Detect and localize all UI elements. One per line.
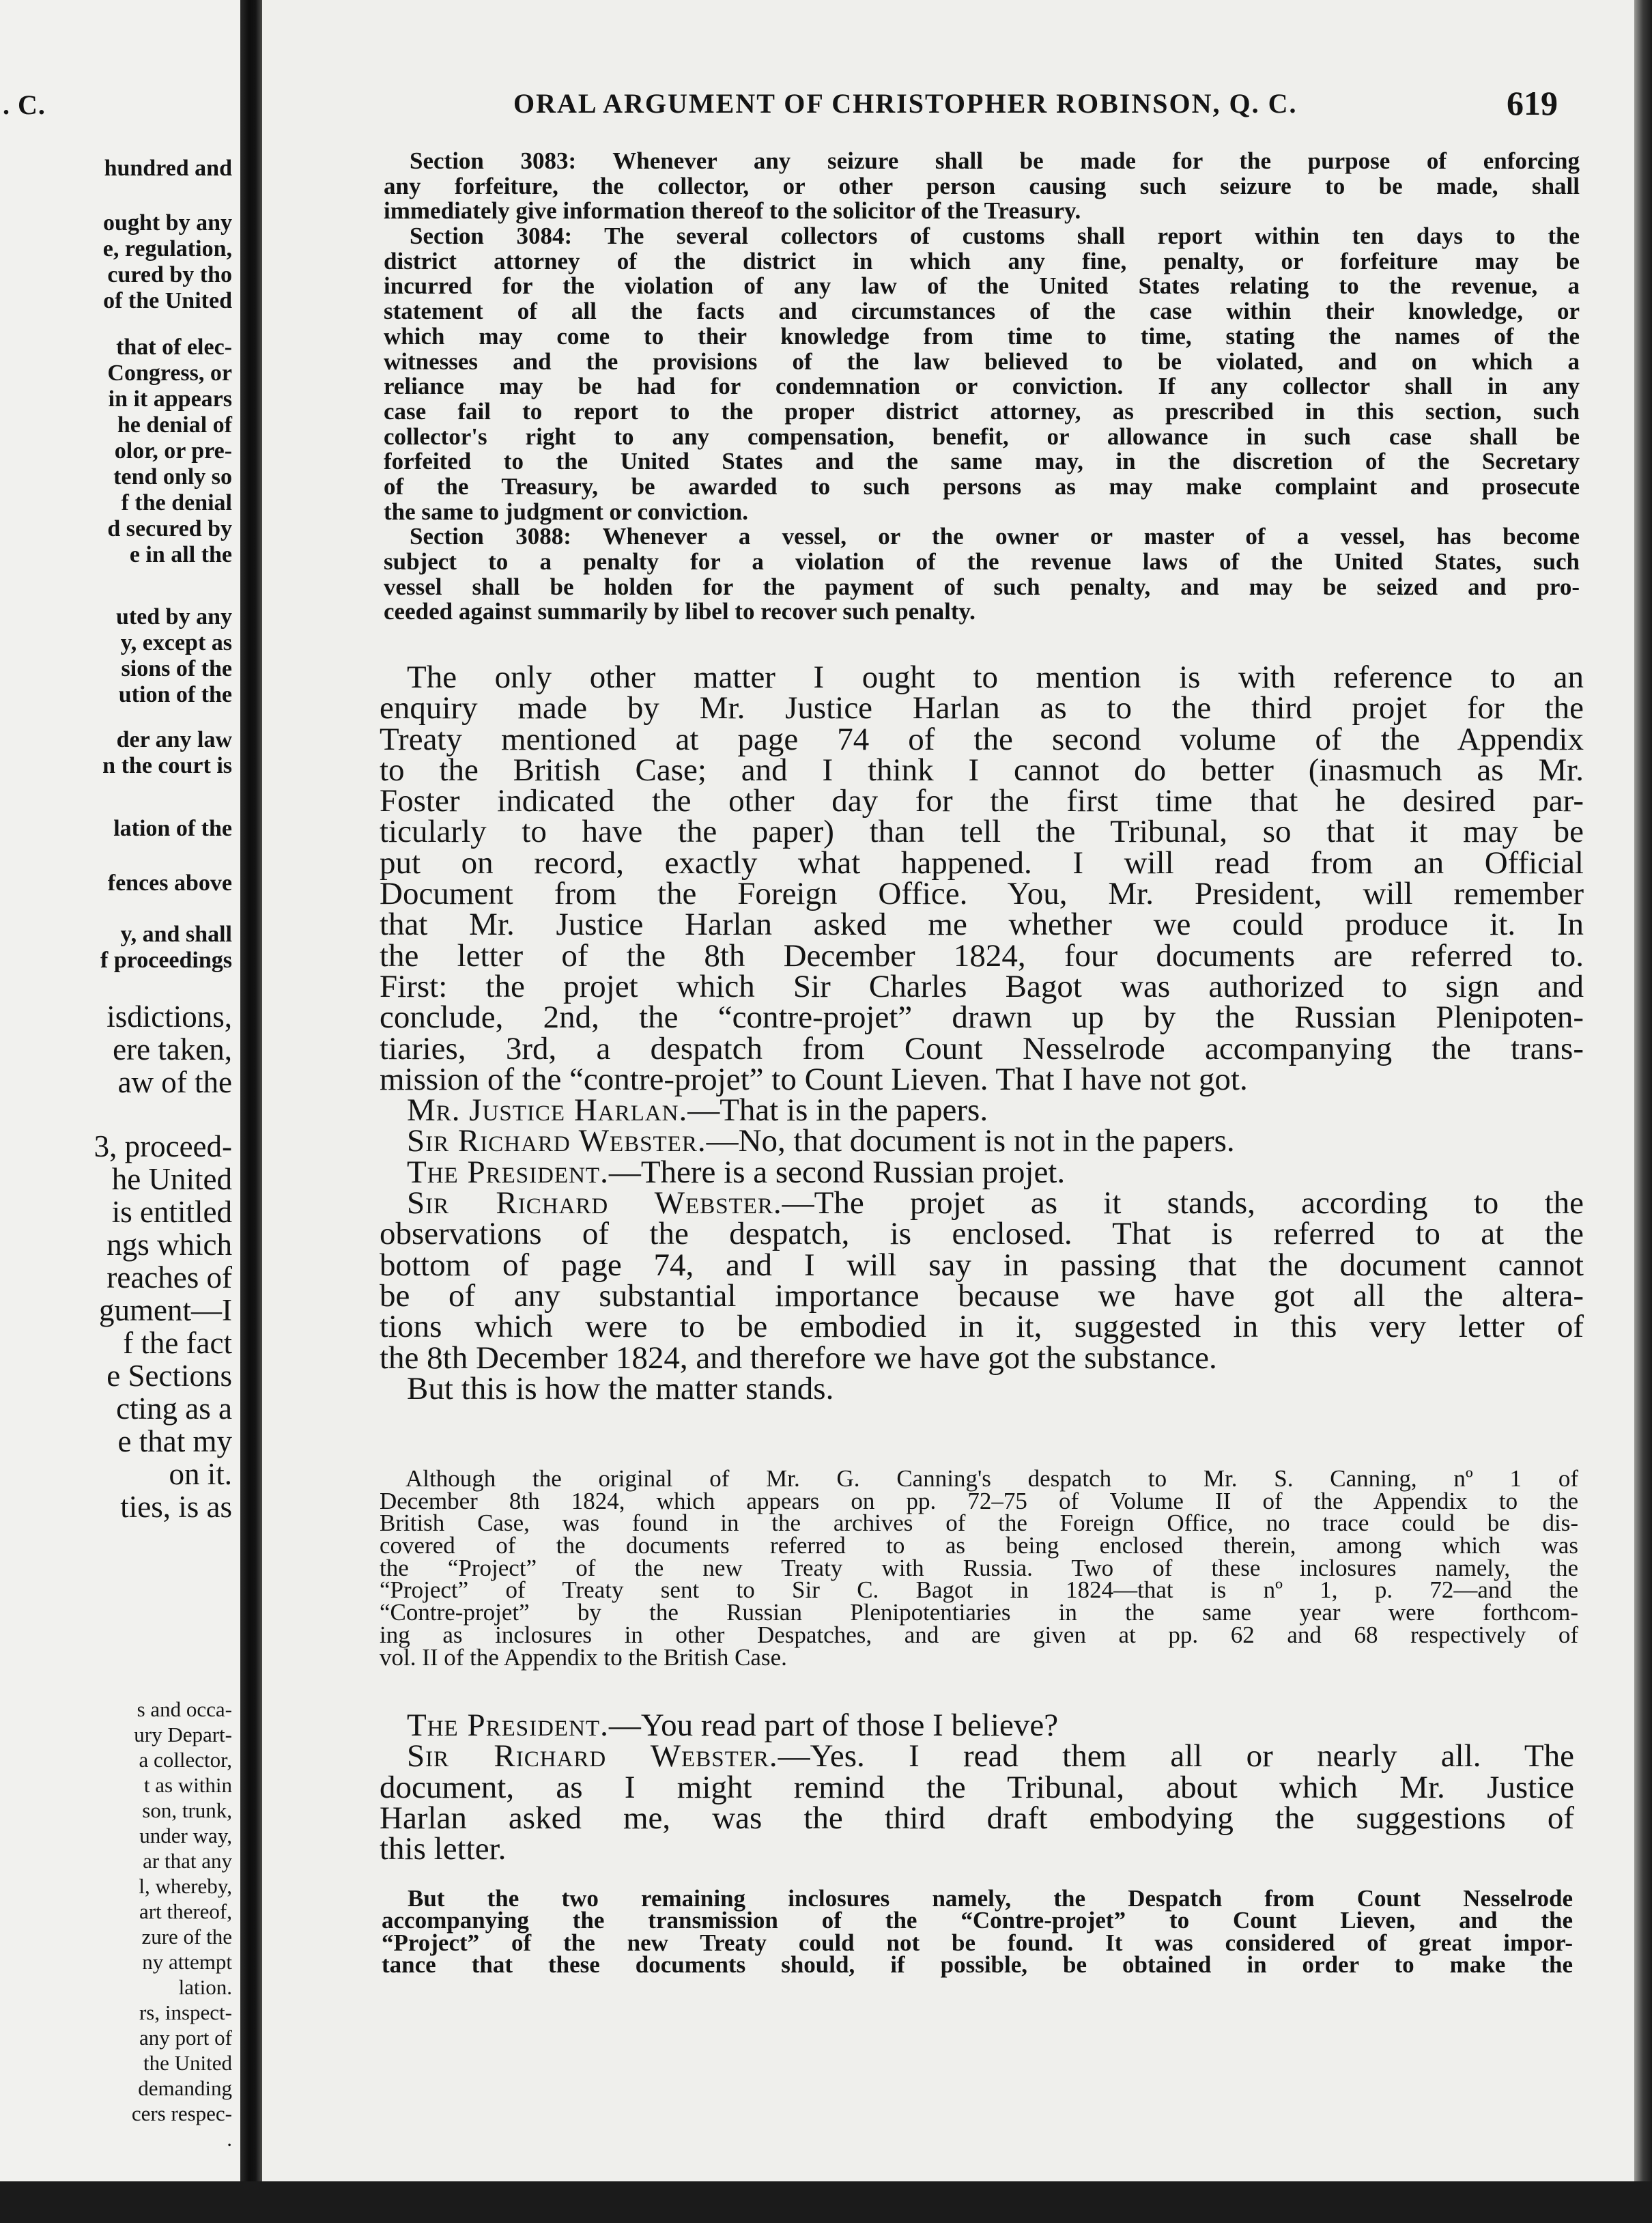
left-text-line: aw of the bbox=[117, 1065, 232, 1099]
statute-line: any forfeiture, the collector, or other person causing such seizure to be made, shall bbox=[384, 172, 1580, 199]
left-text-line: f the denial bbox=[121, 490, 232, 515]
left-text-line: s and occa- bbox=[137, 1697, 232, 1721]
speech-text: —Yes. I read them all or nearly all. The bbox=[778, 1738, 1574, 1774]
argument-line: tiaries, 3rd, a despatch from Count Nesselrode accompanying the trans- bbox=[380, 1030, 1584, 1066]
dialogue-line bbox=[380, 1092, 1584, 1129]
statute-line: vessel shall be holden for the payment of such penalty, and may be seized and pro- bbox=[384, 573, 1580, 600]
statute-line: ceeded against summarily by libel to recover such penalty. bbox=[384, 598, 975, 625]
speaker-name: Sir Richard Webster. bbox=[407, 1123, 707, 1159]
speech-text: —You read part of those I believe? bbox=[608, 1708, 1059, 1743]
left-text-line: a collector, bbox=[139, 1748, 232, 1772]
left-text-line: y, and shall bbox=[120, 922, 232, 947]
statute-line: immediately give information thereof to the solicitor of the Treasury. bbox=[384, 197, 1081, 225]
left-text-block bbox=[0, 210, 232, 314]
left-text-block bbox=[0, 156, 232, 182]
left-text-line: that of elec- bbox=[116, 335, 232, 360]
left-text-line: the United bbox=[143, 2051, 232, 2075]
left-text-line: f the fact bbox=[123, 1326, 232, 1360]
left-text-line: art thereof, bbox=[139, 1899, 232, 1923]
book-spine bbox=[240, 0, 262, 2223]
left-text-block bbox=[0, 335, 232, 568]
footnote-line: accompanying the transmission of the “Contre-projet” to Count Lieven, and the bbox=[382, 1907, 1573, 1934]
statute-line: statement of all the facts and circumstances of the case within their knowledge, or bbox=[384, 298, 1580, 325]
argument-line: the 8th December 1824, and therefore we have got the substance. bbox=[380, 1340, 1217, 1376]
left-text-line: gument—I bbox=[99, 1293, 232, 1327]
footnote-line: ing as inclosures in other Despatches, and are given at pp. 62 and 68 respectively of bbox=[380, 1621, 1578, 1648]
left-running-head: . C. bbox=[3, 89, 46, 120]
dialogue-line bbox=[380, 1710, 1574, 1741]
footnote-line: British Case, was found in the archives of the Foreign Office, no trace could be dis- bbox=[380, 1510, 1578, 1537]
left-text-line: ution of the bbox=[118, 682, 232, 707]
left-text-line: ny attempt bbox=[142, 1950, 232, 1974]
left-text-line: hundred and bbox=[104, 156, 232, 181]
left-text-line: 3, proceed- bbox=[94, 1129, 232, 1163]
left-text-line: d secured by bbox=[107, 516, 232, 541]
left-text-line: f proceedings bbox=[100, 948, 232, 973]
previous-page-fragment bbox=[0, 0, 240, 2181]
statute-line: subject to a penalty for a violation of the revenue laws of the United States, such bbox=[384, 548, 1580, 575]
argument-line: ticularly to have the paper) than tell the Tribunal, so that it may be bbox=[380, 814, 1584, 850]
left-text-line: ngs which bbox=[106, 1228, 232, 1262]
statute-line: district attorney of the district in which any fine, penalty, or forfeiture may be bbox=[384, 247, 1580, 274]
left-text-block bbox=[0, 870, 232, 896]
argument-line: this letter. bbox=[380, 1831, 507, 1867]
footnote-1 bbox=[380, 1465, 1578, 1671]
statute-line: Section 3088: Whenever a vessel, or the owner or master of a vessel, has become bbox=[410, 523, 1580, 550]
argument-line: Foster indicated the other day for the first time that he desired par- bbox=[380, 783, 1584, 819]
left-text-line: y, except as bbox=[120, 630, 232, 655]
left-text-line: he denial of bbox=[117, 412, 232, 438]
page-edge bbox=[1634, 0, 1652, 2223]
left-text-line: reaches of bbox=[106, 1260, 232, 1294]
statute-line: witnesses and the provisions of the law believed to be violated, and on which a bbox=[384, 348, 1580, 375]
left-text-block bbox=[0, 816, 232, 842]
dialogue-line bbox=[380, 1154, 1584, 1190]
speaker-name: The President. bbox=[407, 1154, 609, 1190]
argument-line: document, as I might remind the Tribunal, about which Mr. Justice bbox=[380, 1769, 1574, 1805]
argument-line: Treaty mentioned at page 74 of the second volume of the Appendix bbox=[380, 721, 1584, 757]
argument-line: put on record, exactly what happened. I will read from an Official bbox=[380, 845, 1584, 881]
left-text-line: e in all the bbox=[129, 542, 232, 567]
left-text-line: lation of the bbox=[113, 816, 232, 841]
statute-line: reliance may be had for condemnation or conviction. If any collector shall in any bbox=[384, 373, 1580, 400]
left-text-line: der any law bbox=[116, 727, 232, 752]
statute-sections bbox=[384, 149, 1580, 625]
scan-bottom-margin bbox=[0, 2181, 1652, 2223]
argument-line: The only other matter I ought to mention is with reference to an bbox=[407, 660, 1584, 695]
footnote-line: Although the original of Mr. G. Canning's despatch to Mr. S. Canning, nº 1 of bbox=[405, 1465, 1578, 1492]
argument-line: that Mr. Justice Harlan asked me whether we could produce it. In bbox=[380, 907, 1584, 943]
left-text-block bbox=[0, 1000, 232, 1099]
footnote-line: tance that these documents should, if possible, be obtained in order to make the bbox=[382, 1951, 1573, 1979]
argument-line: to the British Case; and I think I cannot do better (inasmuch as Mr. bbox=[380, 752, 1584, 788]
left-text-line: isdictions, bbox=[106, 1000, 232, 1034]
speech-text: —The projet as it stands, according to the bbox=[782, 1185, 1584, 1221]
left-text-line: in it appears bbox=[108, 386, 232, 412]
argument-line: First: the projet which Sir Charles Bagot was authorized to sign and bbox=[380, 968, 1584, 1004]
speaker-name: Sir Richard Webster. bbox=[407, 1185, 782, 1221]
left-text-line: is entitled bbox=[111, 1195, 232, 1229]
dialogue-line bbox=[380, 1738, 1574, 1774]
argument-line: Document from the Foreign Office. You, Mr. President, will remember bbox=[380, 876, 1584, 912]
argument-line: Harlan asked me, was the third draft embodying the suggestions of bbox=[380, 1800, 1574, 1836]
statute-line: case fail to report to the proper district attorney, as prescribed in this section, such bbox=[384, 397, 1580, 425]
left-text-line: tend only so bbox=[113, 464, 232, 490]
footnote-line: vol. II of the Appendix to the British Case. bbox=[380, 1643, 787, 1671]
argument-line: be of any substantial importance because we have got all the altera- bbox=[380, 1277, 1584, 1314]
argument-line: conclude, 2nd, the “contre-projet” drawn up by the Russian Plenipoten- bbox=[380, 1000, 1584, 1036]
left-text-line: ties, is as bbox=[120, 1490, 232, 1524]
left-text-line: olor, or pre- bbox=[114, 438, 232, 464]
page bbox=[262, 0, 1634, 2181]
left-text-line: n the court is bbox=[102, 753, 232, 778]
left-text-line: ar that any bbox=[143, 1849, 232, 1873]
footnote-line: “Project” of the new Treaty could not be found. It was considered of great impor- bbox=[382, 1929, 1573, 1956]
statute-line: Section 3084: The several collectors of customs shall report within ten days to the bbox=[410, 223, 1580, 250]
statute-line: collector's right to any compensation, benefit, or allowance in such case shall be bbox=[384, 423, 1580, 450]
left-text-line: under way, bbox=[139, 1824, 232, 1847]
left-text-line: rs, inspect- bbox=[139, 2000, 232, 2024]
statute-line: which may come to their knowledge from time to time, stating the names of the bbox=[384, 322, 1580, 350]
footnote-line: But the two remaining inclosures namely, the Despatch from Count Nesselrode bbox=[408, 1885, 1573, 1912]
left-text-line: on it. bbox=[169, 1457, 232, 1491]
left-text-line: ought by any bbox=[103, 210, 232, 236]
left-text-block bbox=[0, 1130, 232, 1523]
speech-text: —There is a second Russian projet. bbox=[608, 1154, 1066, 1190]
left-text-line: lation. bbox=[178, 1975, 232, 1999]
speaker-name: Mr. Justice Harlan. bbox=[407, 1092, 688, 1129]
speaker-name: The President. bbox=[407, 1708, 609, 1743]
argument-line: tions which were to be embodied in it, suggested in this very letter of bbox=[380, 1309, 1584, 1345]
left-text-block bbox=[0, 604, 232, 708]
footnote-line: covered of the documents referred to as being enclosed therein, among which was bbox=[380, 1532, 1578, 1559]
statute-line: of the Treasury, be awarded to such persons as may make complaint and prosecute bbox=[384, 472, 1580, 500]
left-text-block bbox=[0, 1697, 232, 2151]
footnote-line: “Project” of Treaty sent to Sir C. Bagot in 1824—that is nº 1, p. 72—and the bbox=[380, 1576, 1578, 1604]
footnote-2 bbox=[382, 1885, 1573, 1979]
left-text-line: of the United bbox=[103, 288, 232, 313]
left-text-line: cers respec- bbox=[131, 2101, 232, 2125]
statute-line: Section 3083: Whenever any seizure shall be made for the purpose of enforcing bbox=[410, 147, 1580, 174]
running-head bbox=[513, 84, 1558, 128]
running-title: ORAL ARGUMENT OF CHRISTOPHER ROBINSON, Q. C. bbox=[513, 88, 1298, 119]
argument-line: mission of the “contre-projet” to Count Lieven. That I have not got. bbox=[380, 1061, 1248, 1097]
left-text-line: ere taken, bbox=[113, 1032, 232, 1066]
argument-line: But this is how the matter stands. bbox=[407, 1370, 834, 1406]
left-text-line: e, regulation, bbox=[102, 236, 232, 261]
argument-line: bottom of page 74, and I will say in passing that the document cannot bbox=[380, 1247, 1584, 1283]
speaker-name: Sir Richard Webster. bbox=[407, 1738, 778, 1774]
argument-line: the letter of the 8th December 1824, four documents are referred to. bbox=[380, 937, 1584, 974]
left-text-line: ury Depart- bbox=[134, 1723, 232, 1746]
left-text-line: Congress, or bbox=[107, 360, 232, 386]
argument-line: enquiry made by Mr. Justice Harlan as to the third projet for the bbox=[380, 690, 1584, 726]
left-text-line: cured by tho bbox=[107, 262, 232, 287]
speech-text: —That is in the papers. bbox=[687, 1092, 988, 1129]
dialogue-line bbox=[380, 1185, 1584, 1221]
footnote-line: the “Project” of the new Treaty with Russia. Two of these inclosures namely, the bbox=[380, 1554, 1578, 1581]
statute-line: forfeited to the United States and the same may, in the discretion of the Secretary bbox=[384, 448, 1580, 475]
footnote-line: December 8th 1824, which appears on pp. 72–75 of Volume II of the Appendix to the bbox=[380, 1487, 1578, 1514]
left-text-block bbox=[0, 922, 232, 974]
left-text-line: zure of the bbox=[141, 1925, 232, 1949]
left-text-line: t as within bbox=[143, 1773, 232, 1797]
left-text-line: he United bbox=[111, 1162, 232, 1196]
left-text-line: e Sections bbox=[106, 1359, 232, 1393]
speech-text: —No, that document is not in the papers. bbox=[706, 1123, 1235, 1159]
left-text-line: any port of bbox=[139, 2026, 232, 2050]
statute-line: the same to judgment or conviction. bbox=[384, 498, 749, 525]
dialogue-continued bbox=[380, 1710, 1574, 1865]
left-text-line: sions of the bbox=[121, 656, 232, 681]
left-text-line: cting as a bbox=[116, 1391, 232, 1426]
dialogue-line bbox=[380, 1123, 1584, 1159]
left-text-line: demanding bbox=[138, 2076, 232, 2100]
left-text-line: fences above bbox=[107, 870, 232, 896]
left-text-line: . bbox=[227, 2127, 232, 2151]
left-text-line: e that my bbox=[117, 1424, 232, 1458]
footnote-line: “Contre-projet” by the Russian Plenipotentiaries in the same year were forthcom- bbox=[380, 1599, 1578, 1626]
main-argument-text bbox=[380, 662, 1584, 1404]
left-text-line: son, trunk, bbox=[142, 1798, 232, 1822]
left-text-line: uted by any bbox=[115, 604, 232, 629]
left-text-block bbox=[0, 727, 232, 779]
left-text-line: l, whereby, bbox=[139, 1874, 232, 1898]
argument-line: observations of the despatch, is enclosed. That is referred to at the bbox=[380, 1216, 1584, 1252]
statute-line: incurred for the violation of any law of the United States relating to the revenue, a bbox=[384, 272, 1580, 300]
page-number: 619 bbox=[1507, 84, 1558, 122]
